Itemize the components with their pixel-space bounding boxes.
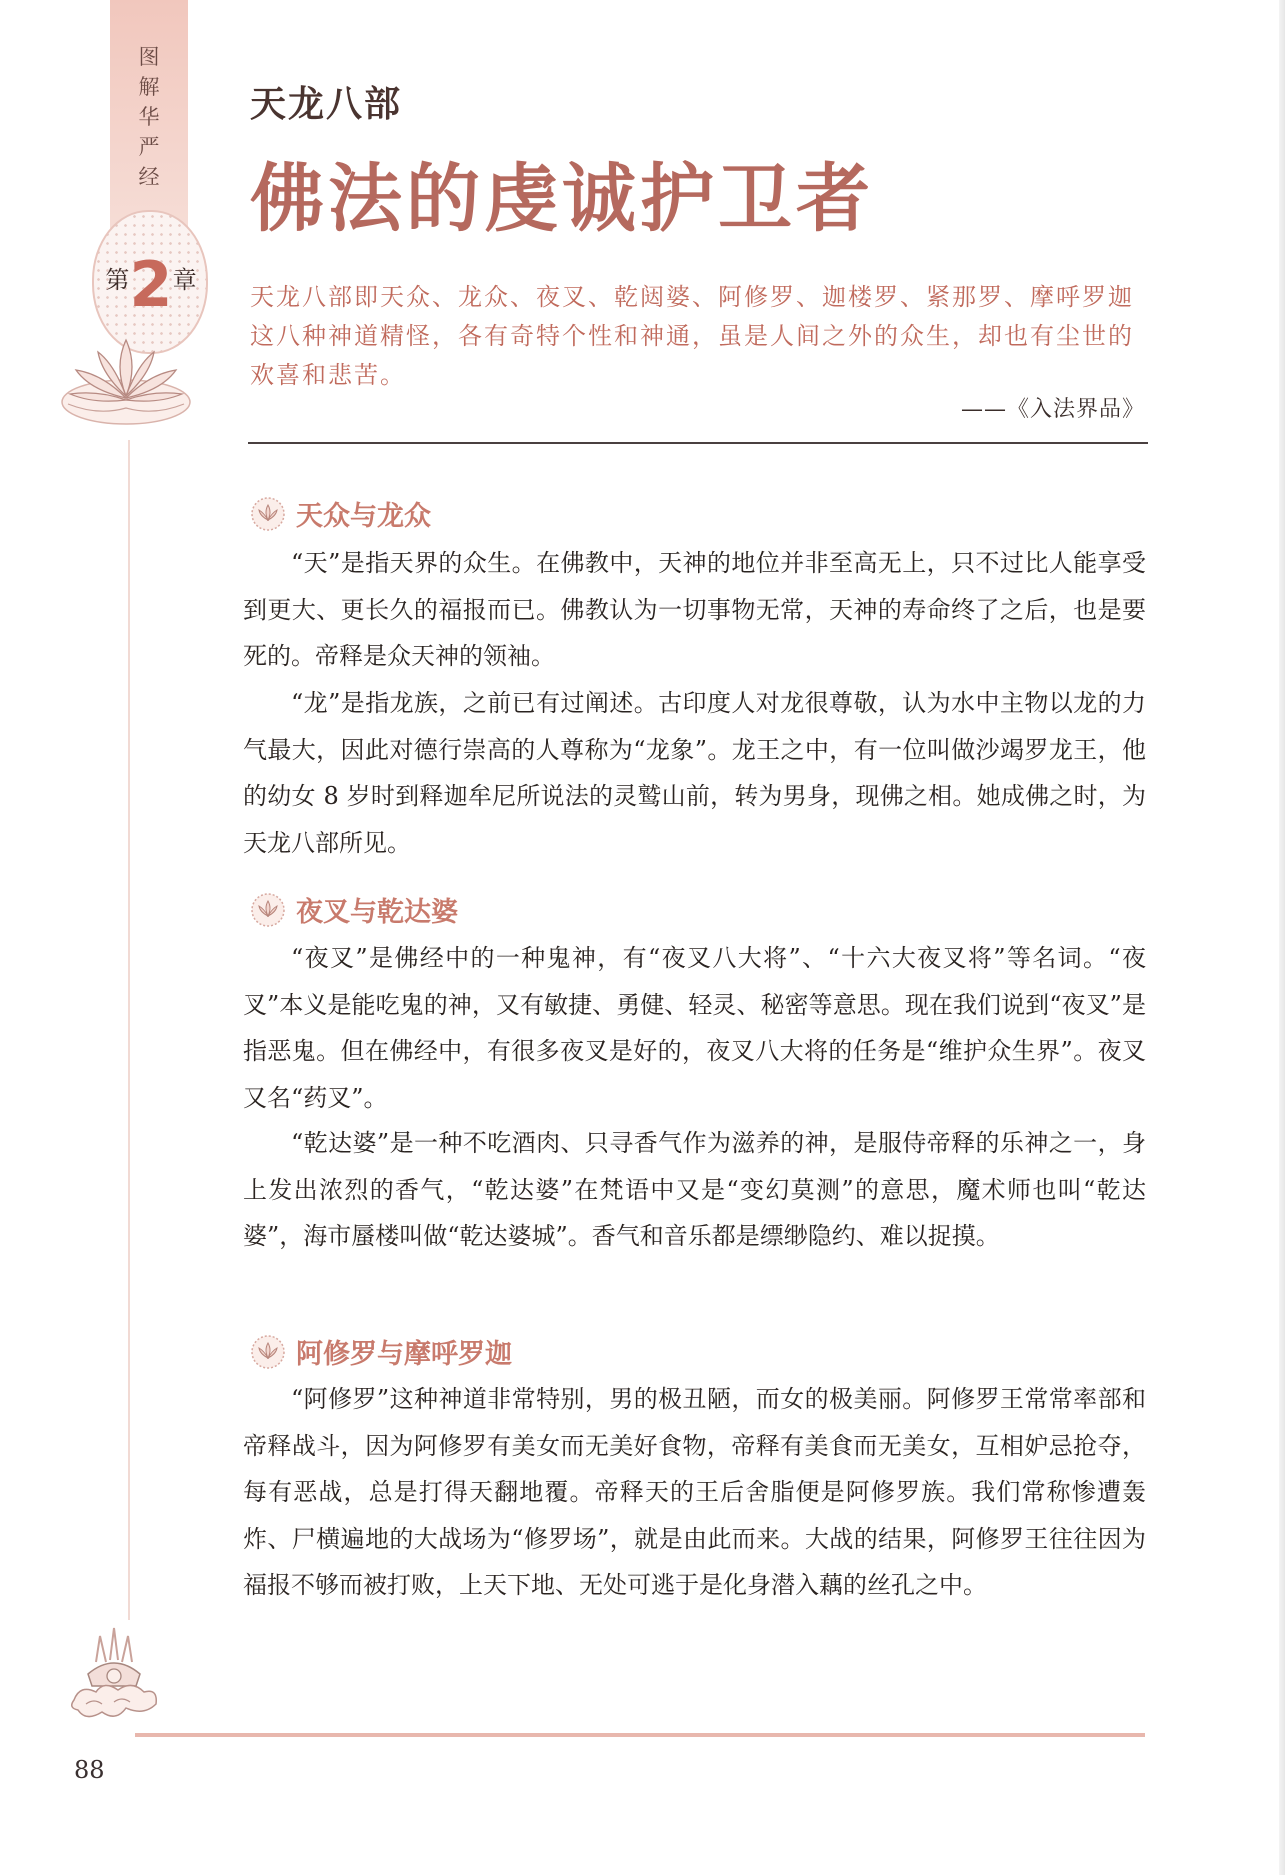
page-edge	[1279, 0, 1285, 1875]
book-title-char: 经	[138, 165, 160, 189]
page-number: 88	[74, 1756, 105, 1784]
header-divider	[248, 442, 1148, 444]
cloud-ornament-icon	[66, 1622, 162, 1732]
section-title: 阿修罗与摩呼罗迦	[296, 1339, 512, 1370]
paragraph: “阿修罗”这种神道非常特别，男的极丑陋，而女的极美丽。阿修罗王常常率部和帝释战斗，因为阿修罗有美女而无美好食物，帝释有美食而无美女，互相妒忌抢夺，每有恶战，总是打得天翻地覆。帝释天的王后舍脂便是阿修罗族。我们常称惨遭轰炸、尸横遍地的大战场为“修罗场”，就是由此而来。大战的结果，阿修罗王往往因为福报不够而被打败，上天下地、无处可逃于是化身潜入藕的丝孔之中。	[243, 1385, 1146, 1599]
section-title: 天众与龙众	[296, 501, 431, 532]
section-title: 夜叉与乾达婆	[296, 897, 458, 928]
book-title-char: 图	[138, 45, 160, 69]
section-heading	[250, 494, 431, 533]
page-title: 佛法的虔诚护卫者	[250, 156, 874, 242]
section-kicker: 天龙八部	[250, 83, 403, 125]
chapter-label	[96, 248, 206, 321]
section-heading	[250, 1332, 512, 1371]
paragraph: “乾达婆”是一种不吃酒肉、只寻香气作为滋养的神，是服侍帝释的乐神之一，身上发出浓烈的香气，“乾达婆”在梵语中又是“变幻莫测”的意思，魔术师也叫“乾达婆”，海市蜃楼叫做“乾达婆城”。香气和音乐都是缥缈隐约、难以捉摸。	[243, 1129, 1146, 1250]
chapter-suffix: 章	[172, 266, 197, 294]
book-title-char: 严	[138, 135, 160, 159]
book-title-vertical	[110, 45, 188, 189]
paragraph: “龙”是指龙族，之前已有过阐述。古印度人对龙很尊敬，认为水中主物以龙的力气最大，因此对德行崇高的人尊称为“龙象”。龙王之中，有一位叫做沙竭罗龙王，他的幼女 8 岁时到释迦牟尼所说法的灵鹫山前，转为男身，现佛之相。她成佛之时，为天龙八部所见。	[243, 689, 1146, 857]
chapter-number: 2	[129, 248, 173, 321]
paragraph: “夜叉”是佛经中的一种鬼神，有“夜叉八大将”、“十六大夜叉将”等名词。“夜叉”本义是能吃鬼的神，又有敏捷、勇健、轻灵、秘密等意思。现在我们说到“夜叉”是指恶鬼。但在佛经中，有很多夜叉是好的，夜叉八大将的任务是“维护众生界”。夜叉又名“药叉”。	[243, 944, 1146, 1112]
paragraph: “天”是指天界的众生。在佛教中，天神的地位并非至高无上，只不过比人能享受到更大、更长久的福报而已。佛教认为一切事物无常，天神的寿命终了之后，也是要死的。帝释是众天神的领袖。	[243, 549, 1146, 670]
book-title-char: 华	[138, 105, 160, 129]
section-heading	[250, 890, 458, 929]
lotus-medallion-icon	[250, 496, 286, 532]
lotus-medallion-icon	[250, 1334, 286, 1370]
intro-text: 天龙八部即天众、龙众、夜叉、乾闼婆、阿修罗、迦楼罗、紧那罗、摩呼罗迦这八种神道精怪，各有奇特个性和神通，虽是人间之外的众生，却也有尘世的欢喜和悲苦。	[250, 283, 1134, 389]
lotus-medallion-icon	[250, 892, 286, 928]
book-title-char: 解	[138, 75, 160, 99]
intro-source: ——《入法界品》	[960, 397, 1145, 422]
footer-divider	[135, 1733, 1145, 1737]
sidebar-line	[128, 440, 130, 1620]
chapter-prefix: 第	[105, 266, 130, 294]
lotus-icon	[58, 330, 194, 430]
